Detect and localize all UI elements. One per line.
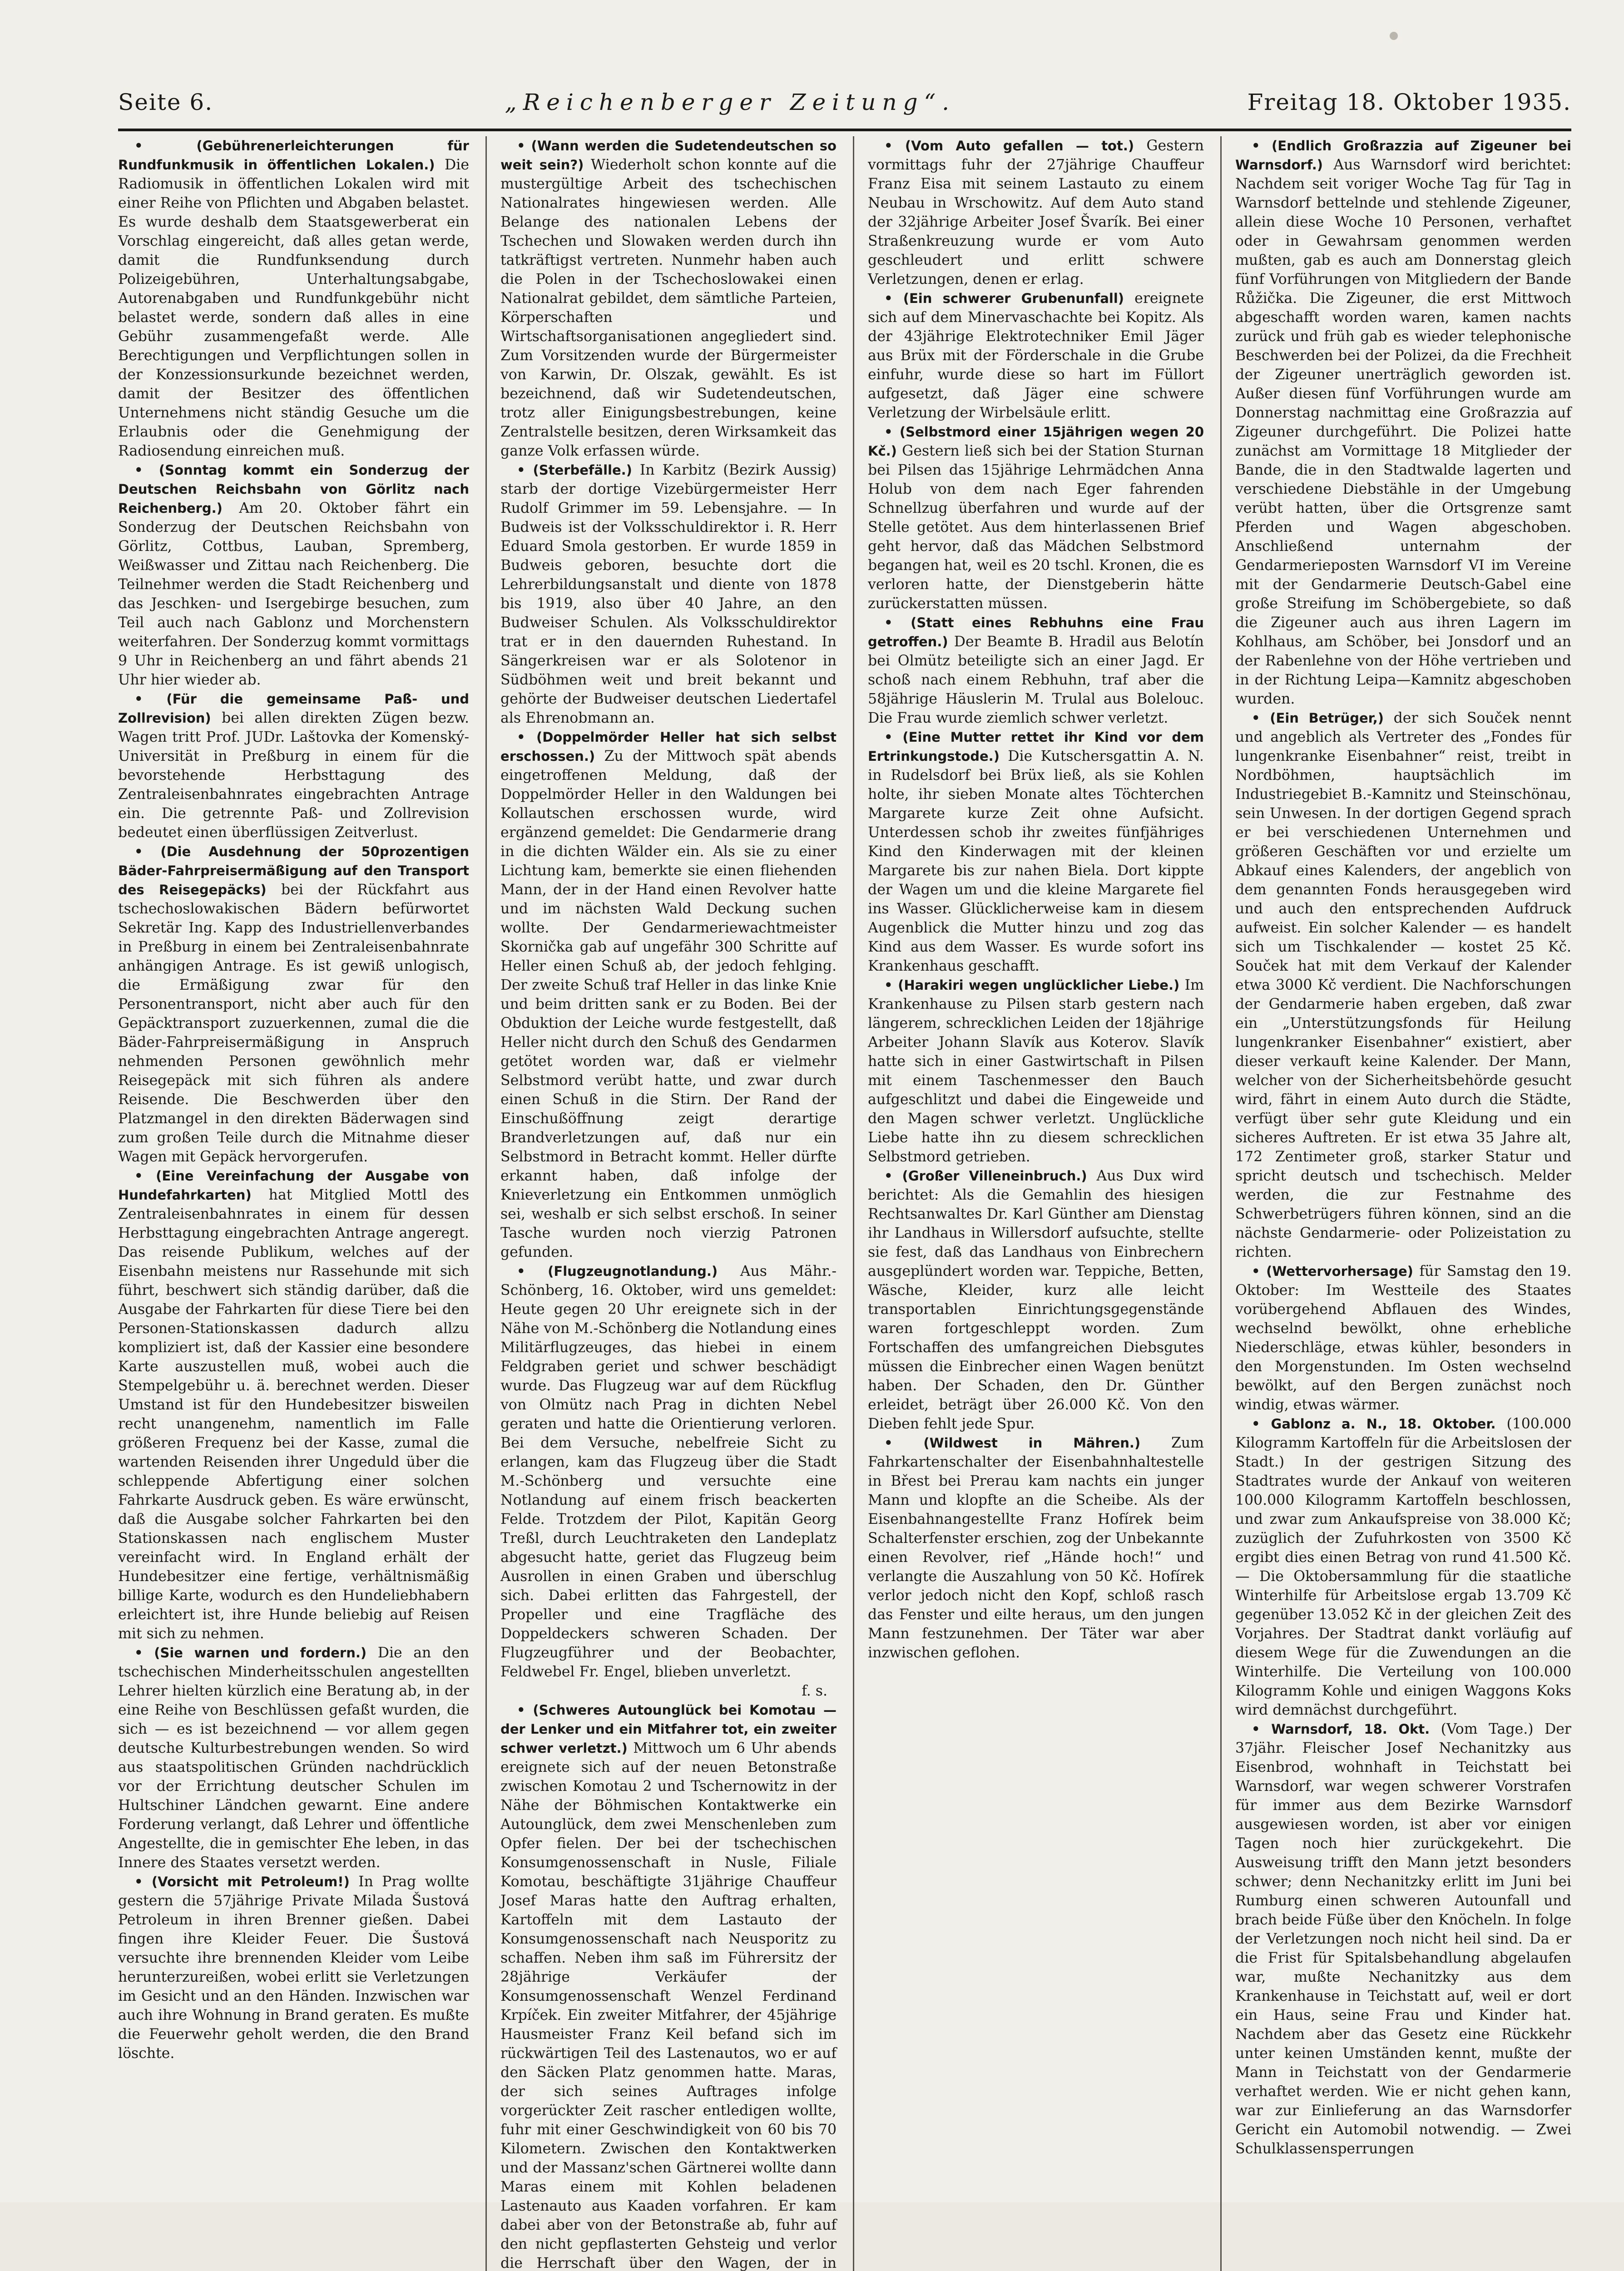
article <box>500 1262 837 1681</box>
article <box>500 461 837 728</box>
column-2 <box>485 136 837 2271</box>
article-body: Gestern vormittags fuhr der 27jährige Chauffeur Franz Eisa mit seinem Lastauto zu einem Neubau in Wrschowitz. Auf dem Auto stand der 32jährige Arbeiter Josef Švarík. Bei einer Straßenkreuzung wurde er vom Auto geschleudert und erlitt schwere Verletzungen, denen er erlag. <box>868 138 1204 288</box>
article <box>868 728 1204 976</box>
article-body: Die an den tschechischen Minderheitsschulen angestellten Lehrer hielten kürzlich eine Beratung ab, in der eine Reihe von Beschlüssen gefaßt wurden, die sich — es ist bezeichnend — vor allem gegen deutsche Kulturbestrebungen wenden. So wird aus staatspolitischen Gründen nachdrücklich vor der Errichtung deutscher Schulen im Hultschiner Ländchen gewarnt. Eine andere Forderung verlangt, daß Lehrer und öffentliche Angestellte, die in gemischter Ehe leben, in das Innere des Staates versetzt werden. <box>118 1645 470 1871</box>
article-heading: • (Wann werden die Sudetendeutschen so weit sein?) <box>500 138 837 173</box>
article <box>118 842 469 1166</box>
article-heading: • (Eine Mutter rettet ihr Kind vor dem Ertrinkungstode.) <box>868 729 1204 764</box>
article <box>1235 1262 1571 1414</box>
article-heading: • (Selbstmord einer 15jährigen wegen 20 Kč.) <box>868 424 1204 459</box>
article-heading: • (Gebührenerleichterungen für Rundfunkmusik in öffentlichen Lokalen.) <box>118 138 469 173</box>
article <box>868 613 1204 728</box>
article-body: Aus Mähr.-Schönberg, 16. Oktober, wird uns gemeldet: Heute gegen 20 Uhr ereignete sich in der Nähe von M.-Schönberg die Notlandung eines Militärflugzeuges, das hiebei in einem Feldgraben geriet und schwer beschädigt wurde. Das Flugzeug war auf dem Rückflug von Olmütz nach Prag in dichten Nebel geraten und hatte die Orientierung verloren. Bei dem Versuche, nebelfreie Sicht zu erlangen, kam das Flugzeug über die Stadt M.-Schönberg und versuchte eine Notlandung auf einem frisch beackerten Felde. Trotzdem der Pilot, Kapitän Georg Treßl, durch Leuchtraketen den Landeplatz abgesucht hatte, geriet das Flugzeug beim Ausrollen in einen Graben und überschlug sich. Dabei erlitten das Fahrgestell, der Propeller und eine Tragfläche des Doppeldeckers schweren Schaden. Der Flugzeugführer und der Beobachter, Feldwebel Fr. Engel, blieben unverletzt. <box>500 1263 837 1680</box>
article <box>500 136 837 461</box>
article-body: In Karbitz (Bezirk Aussig) starb der dortige Vizebürgermeister Herr Rudolf Grimmer im 59. Lebensjahre. — In Budweis ist der Volksschuldirektor i. R. Herr Eduard Smola gestorben. Er wurde 1859 in Budweis geboren, besuchte dort die Lehrerbildungsanstalt und diente von 1878 bis 1919, also über 40 Jahre, an den Budweiser Schulen. Als Volksschuldirektor trat er in den dauernden Ruhestand. In Sängerkreisen war er als Solotenor in Südböhmen weit und breit bekannt und gehörte der Budweiser deutschen Liedertafel als Ehrenobmann an. <box>500 462 837 726</box>
article-body: Zum Fahrkartenschalter der Eisenbahnhaltestelle in Břest bei Prerau kam nachts ein junger Mann und klopfte an die Scheibe. Als der Eisenbahnangestellte Franz Hofírek beim Schalterfenster erschien, zog der Unbekannte einen Revolver, rief „Hände hoch!“ und verlangte die Auszahlung von 50 Kč. Hofírek verlor jedoch nicht den Kopf, schloß rasch das Fenster und eilte heraus, um den jungen Mann festzunehmen. Der Täter war aber inzwischen geflohen. <box>868 1435 1204 1661</box>
article-heading: • (Ein Betrüger,) <box>1252 710 1384 726</box>
article-heading: • (Doppelmörder Heller hat sich selbst erschossen.) <box>500 729 837 764</box>
article-body: Mittwoch um 6 Uhr abends ereignete sich auf der neuen Betonstraße zwischen Komotau 2 und Tschernowitz in der Nähe der Böhmischen Kontaktwerke ein Autounglück, dem zwei Menschenleben zum Opfer fielen. Der bei der tschechischen Konsumgenossenschaft in Nusle, Filiale Komotau, beschäftigte 31jährige Chauffeur Josef Maras hatte den Auftrag erhalten, Kartoffeln mit dem Lastauto der Konsumgenossenschaft nach Neusporitz zu schaffen. Neben ihm saß im Führersitz der 28jährige Verkäufer der Konsumgenossenschaft Wenzel Ferdinand Krpíček. Ein zweiter Mitfahrer, der 45jährige Hausmeister Franz Keil befand sich im rückwärtigen Teil des Lastenautos, wo er auf den Säcken Platz genommen hatte. Maras, der sich seines Auftrages infolge vorgerückter Zeit rascher entledigen wollte, fuhr mit einer Geschwindigkeit von 60 bis 70 Kilometern. Zwischen den Kontaktwerken und der Massanz'schen Gärtnerei wollte dann Maras einem mit Kohlen beladenen Lastenauto aus Kaaden vorfahren. Er kam dabei aber von der Betonstraße ab, fuhr auf den nicht gepflasterten Gehsteig und verlor die Herrschaft über den Wagen, der in <box>500 1740 837 2271</box>
column-3 <box>853 136 1204 2271</box>
article-body: Aus Dux wird berichtet: Als die Gemahlin des hiesigen Rechtsanwaltes Dr. Karl Günther am Dienstag ihr Landhaus in Willersdorf aufsuchte, stellte sie fest, daß das Landhaus von Einbrechern ausgeplündert worden war. Teppiche, Betten, Wäsche, Kleider, kurz alle leicht transportablen Einrichtungsgegenstände waren fortgeschleppt worden. Zum Fortschaffen des umfangreichen Diebsgutes müssen die Einbrecher einen Wagen benützt haben. Der Schaden, den Dr. Günther erleidet, beträgt über 26.000 Kč. Von den Dieben fehlt jede Spur. <box>868 1168 1204 1432</box>
article-heading: • (Sie warnen und fordern.) <box>134 1645 367 1661</box>
article <box>118 1166 469 1643</box>
article-heading: • (Eine Vereinfachung der Ausgabe von Hundefahrkarten) <box>118 1168 469 1203</box>
article-heading: • (Vorsicht mit Petroleum!) <box>134 1874 350 1889</box>
article-body: In Prag wollte gestern die 57jährige Private Milada Šustová Petroleum in ihren Brenner gießen. Dabei fingen ihre Kleider Feuer. Die Šustová versuchte ihre brennenden Kleider vom Leibe herunterzureißen, wobei erlitt sie Verletzungen im Gesicht und an den Händen. Inzwischen war auch ihre Wohnung in Brand geraten. Es mußte die Feuerwehr geholt werden, die den Brand löschte. <box>118 1874 470 2062</box>
article-body: (Vom Tage.) Der 37jähr. Fleischer Josef Nechanitzky aus Eisenbrod, wohnhaft in Teichstatt bei Warnsdorf, war wegen schwerer Vorstrafen für immer aus dem Bezirke Warnsdorf ausgewiesen worden, ist aber vor einigen Tagen noch hier zurückgekehrt. Die Ausweisung trifft den Mann jetzt besonders schwer; denn Nechanitzky erlitt im Juni bei Rumburg einen schweren Autounfall und brach beide Füße über den Knöcheln. In folge der Verletzungen noch nicht heil sind. Da er die Frist für Spitalsbehandlung abgelaufen war, mußte Nechanitzky aus dem Krankenhause in Teichstatt auf, weil er dort ein Haus, seine Frau und Kinder hat. Nachdem aber das Gesetz eine Rückkehr unter keinen Umständen kennt, mußte der Mann in Teichstatt von der Gendarmerie verhaftet werden. Wie er nicht gehen kann, war zur Einlieferung an das Warnsdorfer Gericht ein Automobil notwendig. — Zwei Schulklassensperrungen <box>1235 1721 1571 2157</box>
article-body: Am 20. Oktober fährt ein Sonderzug der Deutschen Reichsbahn von Görlitz, Cottbus, Lauban, Spremberg, Weißwasser und Zittau nach Reichenberg. Die Teilnehmer werden die Stadt Reichenberg und das Jeschken- und Isergebirge besuchen, zum Teil auch nach Gablonz und Morchenstern weiterfahren. Der Sonderzug kommt vormittags 9 Uhr in Reichenberg an und fährt abends 21 Uhr hier wieder ab. <box>118 500 469 688</box>
article-body: ereignete sich auf dem Minervaschachte bei Kopitz. Als der 43jährige Elektrotechniker Emil Jäger aus Brüx mit der Förderschale in die Grube einfuhr, wurde diese so hart im Füllort aufgesetzt, daß Jäger eine schwere Verletzung der Wirbelsäule erlitt. <box>868 290 1204 421</box>
article-heading: • (Für die gemeinsame Paß- und Zollrevision) <box>118 691 469 726</box>
article-heading: • (Wettervorhersage) <box>1252 1264 1413 1279</box>
article-body: Aus Warnsdorf wird berichtet: Nachdem seit voriger Woche Tag für Tag in Warnsdorf bettelnde und stehlende Zigeuner, allein diese Woche 10 Personen, verhaftet oder in Gewahrsam genommen werden mußten, gab es auch am Donnerstag gleich fünf Vorführungen von Mitgliedern der Bande Růžička. Die Zigeuner, die erst Mittwoch abgeschafft worden waren, kamen nachts zurück und früh gab es wieder telephonische Beschwerden bei der Polizei, da die Frechheit der Zigeuner unerträglich geworden ist. Außer diesen fünf Vorführungen wurde am Donnerstag nachmittag eine Großrazzia auf Zigeuner durchgeführt. Die Polizei hatte zunächst am Vormittage 18 Mitglieder der Bande, die in den Stadtwalde lagerten und verschiedene Diebstähle in der Umgebung verübt hatten, über die Ortsgrenze samt Pferden und Wagen abgeschoben. Anschließend unternahm der Gendarmerieposten Warnsdorf VI im Vereine mit der Gendarmerie Deutsch-Gabel eine große Streifung im Schöbergebiete, so daß die Zigeuner auch aus ihren Lagern im Kohlhaus, am Schöber, bei Jonsdorf und an der Rabenlehne von der Höhe vertrieben und in der Richtung Leipa—Kamnitz abgeschoben wurden. <box>1235 157 1571 707</box>
punch-hole <box>1390 32 1398 40</box>
article-heading: • Warnsdorf, 18. Okt. <box>1252 1721 1430 1737</box>
article-body: Im Krankenhause zu Pilsen starb gestern nach längerem, schrecklichen Leiden der 18jährige Arbeiter Johann Slavík aus Koterov. Slavík hatte sich in einer Gastwirtschaft in Pilsen mit einem Taschenmesser den Bauch aufgeschlitzt und dabei die Eingeweide und den Magen schwer verletzt. Unglückliche Liebe hatte ihn zu diesem schrecklichen Selbstmord getrieben. <box>868 977 1204 1165</box>
article-body: (100.000 Kilogramm Kartoffeln für die Arbeitslosen der Stadt.) In der gestrigen Sitzung des Stadtrates wurde der Ankauf von weiteren 100.000 Kilogramm Kartoffeln beschlossen, und zwar zum Ankaufspreise von 38.000 Kč; zuzüglich der Zufuhrkosten von 3500 Kč ergibt dies einen Betrag von rund 41.500 Kč. — Die Oktobersammlung für die staatliche Winterhilfe für Arbeitslose ergab 13.709 Kč gegenüber 13.052 Kč in der gleichen Zeit des Vorjahres. Der Stadtrat dankt vorläufig auf diesem Wege für die Zuwendungen an die Winterhilfe. Die Verteilung von 100.000 Kilogramm Kohle und einigen Waggons Koks wird demnächst durchgeführt. <box>1235 1416 1571 1718</box>
article <box>1235 136 1571 709</box>
article <box>118 1872 469 2063</box>
article-heading: • (Schweres Autounglück bei Komotau — der Lenker und ein Mitfahrer tot, ein zweiter schwer verletzt.) <box>500 1702 837 1756</box>
article <box>868 1433 1204 1662</box>
article-body: Der Beamte B. Hradil aus Belotín bei Olmütz beteiligte sich an einer Jagd. Er schoß nach einem Rebhuhn, traf aber die 58jährige Häuslerin M. Trulal aus Bolelouc. Die Frau wurde ziemlich schwer verletzt. <box>868 634 1204 726</box>
page-header <box>118 77 1571 127</box>
newspaper-title: „Reichenberger Zeitung“. <box>505 89 956 115</box>
article <box>1235 1414 1571 1720</box>
article <box>118 689 469 842</box>
article-body: Zu der Mittwoch spät abends eingetroffenen Meldung, daß der Doppelmörder Heller in den Waldungen bei Kollautschen erschossen wurde, wird ergänzend gemeldet: Die Gendarmerie drang in die dichten Wälder ein. Als sie zu einer Lichtung kam, bemerkte sie einen fliehenden Mann, der in der Hand einen Revolver hatte und im nächsten Wald Deckung suchen wollte. Der Gendarmeriewachtmeister Skornička gab auf ungefähr 300 Schritte auf Heller einen Schuß ab, der jedoch fehlging. Der zweite Schuß traf Heller in das linke Knie und beim dritten sank er zu Boden. Bei der Obduktion der Leiche wurde festgestellt, daß Heller nicht durch den Schuß des Gendarmen getötet worden war, daß er vielmehr Selbstmord verübt hatte, und zwar durch einen Schuß in die Stirn. Der Rand der Einschußöffnung zeigt derartige Brandverletzungen auf, daß nur ein Selbstmord in Betracht kommt. Heller dürfte erkannt haben, daß infolge der Knieverletzung ein Entkommen unmöglich sei, weshalb er sich selbst erschoß. In seiner Tasche wurden noch vierzig Patronen gefunden. <box>500 748 837 1260</box>
article-body: Gestern ließ sich bei der Station Sturnan bei Pilsen das 15jährige Lehrmädchen Anna Holub von dem nach Eger fahrenden Schnellzug überfahren und wurde auf der Stelle getötet. Aus dem hinterlassenen Brief geht hervor, daß das Mädchen Selbstmord begangen hat, weil es 20 tschl. Kronen, die es verloren hatte, der Dienstgeberin hätte zurückerstatten müssen. <box>868 443 1204 612</box>
article-heading: • (Ein schwerer Grubenunfall) <box>884 291 1124 306</box>
issue-date: Freitag 18. Oktober 1935. <box>1247 89 1571 115</box>
article-heading: • (Statt eines Rebhuhns eine Frau getroffen.) <box>868 615 1204 650</box>
text-columns <box>118 136 1571 2271</box>
article <box>1235 1720 1571 2158</box>
article-body: Die Radiomusik in öffentlichen Lokalen wird mit einer Reihe von Pflichten und Abgaben belastet. Es wurde deshalb dem Staatsgewerberat ein Vorschlag eingereicht, daß alles getan werde, damit die Rundfunksendung durch Polizeigebühren, Unterhaltungsabgabe, Autorenabgaben und Rundfunkgebühr nicht belastet werde, sondern daß alles in eine Gebühr zusammengefaßt werde. Alle Berechtigungen und Verpflichtungen sollen in der Konzessionsurkunde bezeichnet werden, damit der Besitzer des öffentlichen Unternehmens nicht ständig Gesuche um die Erlaubnis oder die Genehmigung der Radiosendung einreichen muß. <box>118 157 469 459</box>
article-body: bei allen direkten Zügen bezw. Wagen tritt Prof. JUDr. Laštovka der Komenský-Universität in Preßburg in einem für die bevorstehende Herbsttagung des Zentraleisenbahnrates eingebrachten Antrage ein. Die getrennte Paß- und Zollrevision bedeutet einen überflüssigen Zeitverlust. <box>118 710 469 841</box>
article-body: Die Kutschersgattin A. N. in Rudelsdorf bei Brüx ließ, als sie Kohlen holte, ihr sieben Monate altes Töchterchen Margarete kurze Zeit ohne Aufsicht. Unterdessen schob ihr zweites fünfjähriges Kind den Kinderwagen mit der kleinen Margarete bis zur nahen Biela. Dort kippte der Wagen um und die kleine Margarete fiel ins Wasser. Glücklicherweise kam in diesem Augenblick die Mutter hinzu und zog das Kind aus dem Wasser. Es wurde sofort ins Krankenhaus geschafft. <box>868 748 1204 974</box>
article-body: bei der Rückfahrt aus tschechoslowakischen Bädern befürwortet Sekretär Ing. Kapp des Industriellenverbandes in Preßburg in einem bei Zentraleisenbahnrate anhängigen Antrage. Es ist gewiß unlogisch, die Ermäßigung zwar für den Personentransport, nicht aber auch für den Gepäcktransport zuzuerkennen, zumal die die Bäder-Fahrpreisermäßigung in Anspruch nehmenden Personen gewöhnlich mehr Reisegepäck mit sich führen als andere Reisende. Die Beschwerden über den Platzmangel in den direkten Bäderwagen sind zum großen Teile durch die Mitnahme dieser Wagen mit Gepäck hervorgerufen. <box>118 882 469 1165</box>
article-body: der sich Souček nennt und angeblich als Vertreter des „Fondes für lungenkranke Eisenbahner“ reist, treibt in Nordböhmen, hauptsächlich im Industriegebiet B.-Kamnitz und Steinschönau, sein Unwesen. In der dortigen Gegend sprach er bei verschiedenen Unternehmen und größeren Geschäften vor und erzielte um Abkauf eines Kalenders, der angeblich von dem genannten Fonds herausgegeben wird und auch den entsprechenden Aufdruck aufweist. Ein solcher Kalender — es handelt sich um Tischkalender — kostet 25 Kč. Souček hat mit dem Verkauf der Kalender etwa 3000 Kč verdient. Die Nachforschungen der Gendarmerie haben ergeben, daß zwar ein „Unterstützungsfonds für Heilung lungenkranker Eisenbahner“ existiert, aber dieser verkauft keine Kalender. Der Mann, welcher von der Sicherheitsbehörde gesucht wird, fährt in einem Auto durch die Städte, verfügt über sehr gute Kleidung und ein sicheres Auftreten. Er ist etwa 35 Jahre alt, 172 Zentimeter groß, starker Statur und spricht deutsch und tschechisch. Melder werden, die zur Festnahme des Schwerbetrügers führen können, sind an die nächste Gendarmerie- oder Polizeistation zu richten. <box>1235 710 1571 1260</box>
article-body: hat Mitglied Mottl des Zentraleisenbahnrates in einem für dessen Herbsttagung eingebrachten Antrage angeregt. Das reisende Publikum, welches auf der Eisenbahn meistens nur Rassehunde mit sich führt, beschwert sich ständig darüber, daß die Ausgabe der Fahrkarten für diese Tiere bei den Personen-Stationskassen dadurch allzu kompliziert ist, daß der Kassier eine besondere Karte auszustellen muß, wobei auch die Stempelgebühr u. ä. berechnet werden. Dieser Umstand ist für den Hundebesitzer bisweilen recht unangenehm, namentlich im Falle größeren Frequenz bei der Kasse, zumal die wartenden Reisenden ihrer Ungeduld über die schleppende Abfertigung einer solchen Fahrkarte Ausdruck geben. Es wäre erwünscht, daß die Ausgabe solcher Fahrkarten bei den Stationskassen nach englischem Muster vereinfacht wird. In England erhält der Hundebesitzer eine fertige, verhältnismäßig billige Karte, wodurch es den Hundeliebhabern erleichtert ist, ihre Hunde beliebig auf Reisen mit sich zu nehmen. <box>118 1187 469 1642</box>
column-1 <box>118 136 469 2271</box>
article-heading: • (Sonntag kommt ein Sonderzug der Deutschen Reichsbahn von Görlitz nach Reichenberg.) <box>118 462 469 516</box>
article-heading: • (Sterbefälle.) <box>517 462 632 478</box>
article-heading: • (Wildwest in Mähren.) <box>884 1435 1141 1451</box>
article <box>868 289 1204 422</box>
page-number: Seite 6. <box>118 89 213 115</box>
article <box>1235 709 1571 1262</box>
article-heading: • (Endlich Großrazzia auf Zigeuner bei Warnsdorf.) <box>1235 138 1571 173</box>
column-4 <box>1220 136 1571 2271</box>
article-body: für Samstag den 19. Oktober: Im Westteile des Staates vorübergehend Abflauen des Windes, wechselnd bewölkt, ohne erhebliche Niederschläge, etwas kühler, besonders in den Morgenstunden. Im Osten wechselnd bewölkt, auf den Bergen zunächst noch windig, etwas wärmer. <box>1235 1263 1571 1413</box>
article-heading: • (Vom Auto gefallen — tot.) <box>884 138 1134 154</box>
article-signature: f. s. <box>802 1683 827 1699</box>
article <box>868 1166 1204 1433</box>
article-heading: • (Flugzeugnotlandung.) <box>517 1264 718 1279</box>
article-heading: • (Die Ausdehnung der 50prozentigen Bäder-Fahrpreisermäßigung auf den Transport des Reisegepäcks) <box>118 844 469 897</box>
article <box>868 422 1204 613</box>
article <box>118 1643 469 1872</box>
article-heading: • (Harakiri wegen unglücklicher Liebe.) <box>884 977 1180 993</box>
article-body: Wiederholt schon konnte auf die mustergültige Arbeit des tschechischen Nationalrates hingewiesen werden. Alle Belange des nationalen Lebens der Tschechen und Slowaken werden durch ihn tatkräftigst vertreten. Nunmehr haben auch die Polen in der Tschechoslowakei einen Nationalrat gebildet, dem sämtliche Parteien, Körperschaften und Wirtschaftsorganisationen angegliedert sind. Zum Vorsitzenden wurde der Bürgermeister von Karwin, Dr. Olszak, gewählt. Es ist bezeichnend, daß wir Sudetendeutschen, trotz aller Einigungsbestrebungen, keine Zentralstelle besitzen, deren Wirksamkeit das ganze Volk erfassen würde. <box>500 157 837 459</box>
article <box>500 728 837 1262</box>
article <box>868 976 1204 1166</box>
article-heading: • Gablonz a. N., 18. Oktober. <box>1252 1416 1496 1432</box>
article <box>868 136 1204 289</box>
article <box>118 461 469 689</box>
article <box>118 136 469 461</box>
article-heading: • (Großer Villeneinbruch.) <box>884 1168 1087 1184</box>
article <box>500 1701 837 2271</box>
header-rule <box>118 129 1571 131</box>
